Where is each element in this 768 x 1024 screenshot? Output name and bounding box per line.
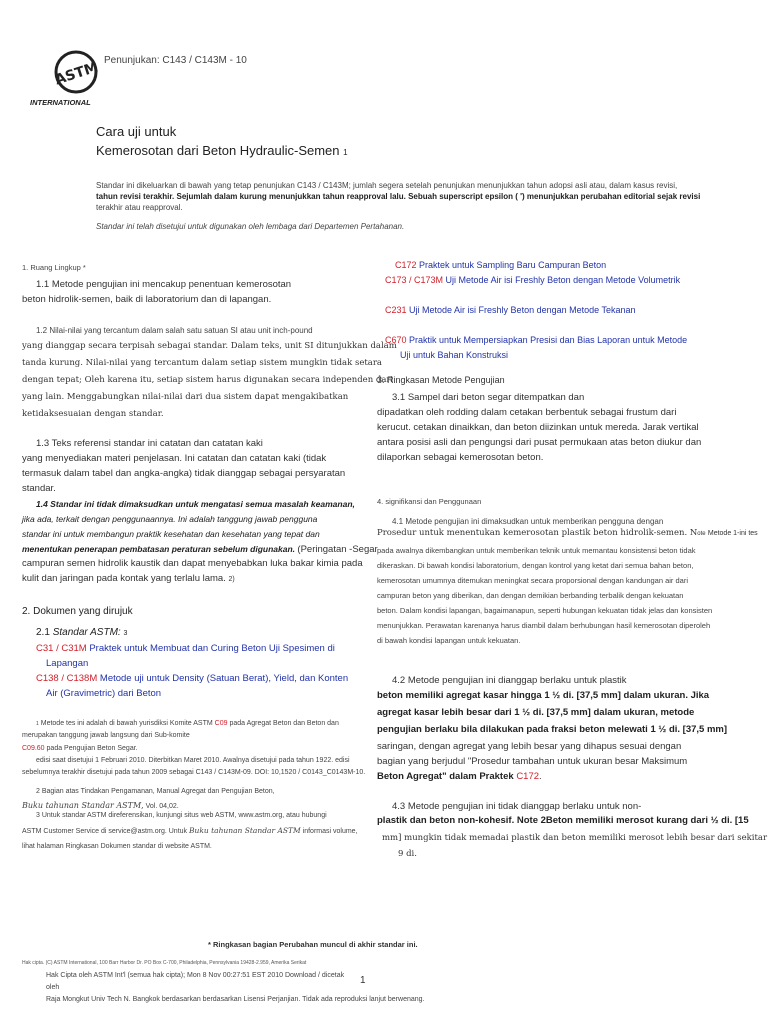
section-2-title: 2. Dokumen yang dirujuk [22,606,133,617]
footnote-1-line2: merupakan tanggung jawab langsung dari Sub-komite [22,732,190,739]
s4-3-line1: 4.3 Metode pengujian ini tidak dianggap berlaku untuk non- [392,801,642,812]
fn1-text-a: Metode tes ini adalah di bawah yurisdiksi Komite ASTM [40,720,213,727]
ref-c138-text[interactable]: Metode uji untuk Density (Satuan Berat), Yield, dan Konten [99,673,349,684]
s3-line2: dipadatkan oleh rodding dalam cetakan berbentuk sebagai frustum dari [377,407,677,418]
ref-c670-code[interactable]: C670 [385,335,407,345]
s4-1-line8: menunjukkan. Perawatan karenanya harus diambil dalam berhubungan hasil kemerosotan diperoleh [377,621,711,630]
section-1-title: 1. Ruang Lingkup * [22,263,86,272]
s3-line4: antara posisi asli dan pengungsi dari pusat permukaan atas beton diukur dan [377,437,702,448]
ref-c172-text[interactable]: Praktek untuk Sampling Baru Campuran Beton [419,260,607,270]
footnote-1-line4: edisi saat disetujui 1 Februari 2010. Diterbitkan Maret 2010. Awalnya disetujui pada tahun 1922. edisi [36,757,350,764]
s4-1-line3: pada awalnya dikembangkan untuk memberikan teknik untuk memantau konsistensi beton tidak [377,546,696,555]
fn1-link-c0960[interactable]: C09.60 [22,745,45,752]
s1-2-line6: ketidaksesuaian dengan standar. [22,409,164,419]
ref-c173-code[interactable]: C173 / C173M [385,275,444,285]
s1-3-line1: 1.3 Teks referensi standar ini catatan dan catatan kaki [36,438,263,449]
s4-3-line4: 9 di. [398,849,417,859]
s4-2-line1: 4.2 Metode pengujian ini dianggap berlaku untuk plastik [392,675,627,686]
s1-4-line2: jika ada, terkait dengan penggunaannya. Ini adalah tanggung jawab pengguna [22,514,318,524]
s3-line3: kerucut. cetakan dinaikkan, dan beton diizinkan untuk mereda. Jarak vertikal [377,422,699,433]
s1-3-line4: standar. [22,483,56,494]
s4-1-line2a: Prosedur untuk menentukan kemerosotan plastik beton hidrolik-semen. N [377,528,698,538]
intro-line3: terakhir atau reapproval. [96,203,183,212]
section-4-title: 4. signifikansi dan Penggunaan [377,497,482,506]
intro-line1: Standar ini dikeluarkan di bawah yang tetap penunjukan C143 / C143M; jumlah segera setelah penunjukan menunjukkan tahun adopsi asli atau, dalam kasus revisi, [96,181,678,190]
s3-line1: 3.1 Sampel dari beton segar ditempatkan dan [392,392,585,403]
s4-1-line7: beton. Dalam kondisi lapangan, bagaimanapun, seperti hubungan kekuatan tidak jelas dan konsisten [377,606,713,615]
ref-c670-text[interactable]: Praktik untuk Mempersiapkan Presisi dan Bias Laporan untuk Metode [409,335,688,345]
copyright-address: Hak cipta. (C) ASTM International, 100 Barr Harbor Dr. PO Box C-700, Philadelphia, Pennsylvania 19428-2.959, Amerika Serikat [22,960,307,966]
fn1-text-c: pada Pengujian Beton Segar. [46,745,138,752]
ref-c138-text2[interactable]: Air (Gravimetric) dari Beton [46,688,162,699]
ref-c31-code[interactable]: C31 / C31M [36,643,87,654]
s1-2-line4: dengan tepat; Oleh karena itu, setiap sistem harus digunakan secara independen dari [22,375,394,385]
s4-1-line4: dikeraskan. Di bawah kondisi laboratorium, dengan kontrol yang ketat dari semua bahan beton, [377,561,694,570]
fn2-book: Buku tahunan Standar ASTM, [22,801,144,810]
s1-2-line5: yang lain. Menggabungkan nilai-nilai dari dua sistem dapat mengakibatkan [22,392,349,402]
s4-1-line2 [377,528,758,538]
footnote-2: 2 Bagian atas Tindakan Pengamanan, Manual Agregat dan Pengujian Beton, [36,788,275,795]
footnote-1-line3 [22,745,138,752]
summary-note: * Ringkasan bagian Perubahan muncul di akhir standar ini. [208,940,418,949]
s2-1-sup: 3 [123,630,128,637]
footnote-3-line1: 3 Untuk standar ASTM direferensikan, kunjungi situs web ASTM, www.astm.org, atau hubungi [36,812,327,819]
s4-1-line1: 4.1 Metode pengujian ini dimaksudkan untuk memberikan pengguna dengan [392,517,664,526]
ref-c138[interactable] [36,673,348,684]
s4-2-line3: agregat kasar lebih besar dari 1 ½ di. [37,5 mm] dalam ukuran, metode [377,707,695,718]
ref-c31[interactable] [36,643,335,654]
s1-4-line4a: menentukan penerapan pembatasan peraturan sebelum digunakan. [22,544,296,554]
ref-c172-code[interactable]: C172 [395,260,417,270]
ref-c231-text[interactable]: Uji Metode Air isi Freshly Beton dengan Metode Tekanan [409,305,636,315]
ref-c31-text2[interactable]: Lapangan [46,658,89,669]
ref-c173[interactable] [385,275,680,285]
s1-4-line1: 1.4 Standar ini tidak dimaksudkan untuk mengatasi semua masalah keamanan, [36,499,355,509]
s4-1-line2c: Metode 1-ini tes [707,530,758,537]
s3-line5: dilaporkan sebagai kemerosotan beton. [377,452,544,463]
ref-c173-text[interactable]: Uji Metode Air isi Freshly Beton dengan Metode Volumetrik [445,275,681,285]
s1-1-line2: beton hidrolik-semen, baik di laboratorium dan di lapangan. [22,294,272,305]
ref-c172[interactable] [395,260,606,270]
s2-1 [36,627,127,638]
intro-dod: Standar ini telah disetujui untuk digunakan oleh lembaga dari Departemen Pertahanan. [96,222,405,231]
footnote-3-line2 [22,826,358,835]
fn3-a: ASTM Customer Service di service@astm.org. Untuk [22,828,188,835]
s4-2-line7a: Beton Agregat" dalam Praktek [377,771,514,782]
s4-2-line7 [377,769,542,785]
fn1-link-c09[interactable]: C09 [214,720,228,727]
fn3-b: Buku tahunan Standar ASTM [189,826,301,835]
s1-4-line3: standar ini untuk membangun praktik kesehatan dan kesehatan yang tepat dan [22,529,320,539]
s4-2-line6: bagian yang berjudul "Prosedur tambahan untuk ukuran besar Maksimum [377,756,688,767]
footnote-3-line3: lihat halaman Ringkasan Dokumen standar di website ASTM. [22,843,212,850]
s1-4-line4b: (Peringatan -Segar [297,544,378,555]
ref-c670-text2[interactable]: Uji untuk Bahan Konstruksi [400,350,509,360]
ref-c138-code[interactable]: C138 / C138M [36,673,98,684]
s4-3-line3: mm] mungkin tidak memadai plastik dan beton memiliki merosot lebih besar dari sekitar [382,833,768,843]
s4-2-link-c172[interactable]: C172 [516,771,540,782]
fn1-text-b: pada Agregat Beton dan Beton dan [229,720,339,727]
copyright-line1: Hak Cipta oleh ASTM Int'l (semua hak cipta); Mon 8 Nov 00:27:51 EST 2010 Download / dicetak [46,972,345,979]
copyright-line3: Raja Mongkut Univ Tech N. Bangkok berdasarkan berdasarkan Lisensi Perjanjian. Tidak ada reproduksi lanjut berwenang. [46,996,425,1003]
s4-1-line5: kemerosotan umumnya ditemukan meningkat secara proporsional dengan kandungan air dari [377,576,689,585]
s4-2-line4: pengujian berlaku bila dilakukan pada fraksi beton melewati 1 ½ di. [37,5 mm] [377,724,728,735]
fn1-mark: 1 [36,721,39,727]
s1-2-line1: 1.2 Nilai-nilai yang tercantum dalam salah satu satuan SI atau unit inch-pound [36,326,313,335]
s1-3-line2: yang menyediakan materi penjelasan. Ini catatan dan catatan kaki (tidak [22,453,327,464]
fn2-vol: Vol. 04,02. [145,803,179,810]
ref-c670[interactable] [385,335,687,345]
s1-4-line6b: 2) [228,576,235,583]
designation: Penunjukan: C143 / C143M - 10 [104,55,247,66]
s4-2-line2: beton memiliki agregat kasar hingga 1 ½ di. [37,5 mm] dalam ukuran. Jika [377,690,710,701]
fn3-c: informasi volume, [302,828,358,835]
s2-1-label: Standar ASTM: [52,627,121,638]
svg-text:ASTM: ASTM [53,59,101,89]
s1-2-line2: yang dianggap secara terpisah sebagai standar. Dalam teks, unit SI ditunjukkan dalam [22,341,397,351]
footnote-2-line2 [22,801,179,810]
s1-1-line1: 1.1 Metode pengujian ini mencakup penentuan kemerosotan [36,279,292,290]
s4-3-line2: plastik dan beton non-kohesif. Note 2Beton memiliki merosot kurang dari ½ di. [15 [377,815,749,826]
title-sup: 1 [343,148,348,157]
s4-2-line7c: . [539,771,542,782]
s4-1-line9: di bawah kondisi lapangan untuk kekuatan. [377,636,521,645]
page-number: 1 [360,975,366,986]
s4-1-line6: campuran beton yang diberikan, dan dengan demikian berbanding terbalik dengan kekuatan [377,591,684,600]
footnote-1-line5: sebelumnya terakhir disetujui pada tahun 2009 sebagai C143 / C143M-09. DOI: 10,1520 / C0143_C0143M-10. [22,769,366,776]
s4-2-line5: saringan, dengan agregat yang lebih besar yang dihapus sesuai dengan [377,741,682,752]
s4-1-note: ote [697,531,706,537]
title-line2 [96,143,348,158]
title-text: Kemerosotan dari Beton Hydraulic-Semen [96,143,340,158]
s1-2-line3: tanda kurung. Nilai-nilai yang tercantum dalam setiap sistem mungkin tidak setara [22,358,382,368]
s1-4-line5: campuran semen hidrolik kaustik dan dapat menyebabkan luka bakar kimia pada [22,558,363,569]
footnote-1-line1 [36,720,339,727]
copyright-line2: oleh [46,984,60,991]
s2-1-number: 2.1 [36,627,50,638]
intro-line2: tahun revisi terakhir. Sejumlah dalam kurung menunjukkan tahun reapproval lalu. Sebuah superscript epsilon ( ') menunjukkan perubahan editorial sejak revisi [96,192,701,201]
section-3-title: 3. Ringkasan Metode Pengujian [377,375,505,385]
s1-4-line6 [22,571,235,588]
logo-text: INTERNATIONAL [30,98,91,107]
ref-c231-code[interactable]: C231 [385,305,407,315]
ref-c31-text[interactable]: Praktek untuk Membuat dan Curing Beton Uji Spesimen di [89,643,335,654]
s1-3-line3: termasuk dalam tabel dan angka-angka) tidak dianggap sebagai persyaratan [22,468,346,479]
ref-c231[interactable] [385,305,636,315]
s1-4-line6a: kulit dan jaringan pada kontak yang terlalu lama. [22,573,226,584]
title-line1: Cara uji untuk [96,124,177,139]
